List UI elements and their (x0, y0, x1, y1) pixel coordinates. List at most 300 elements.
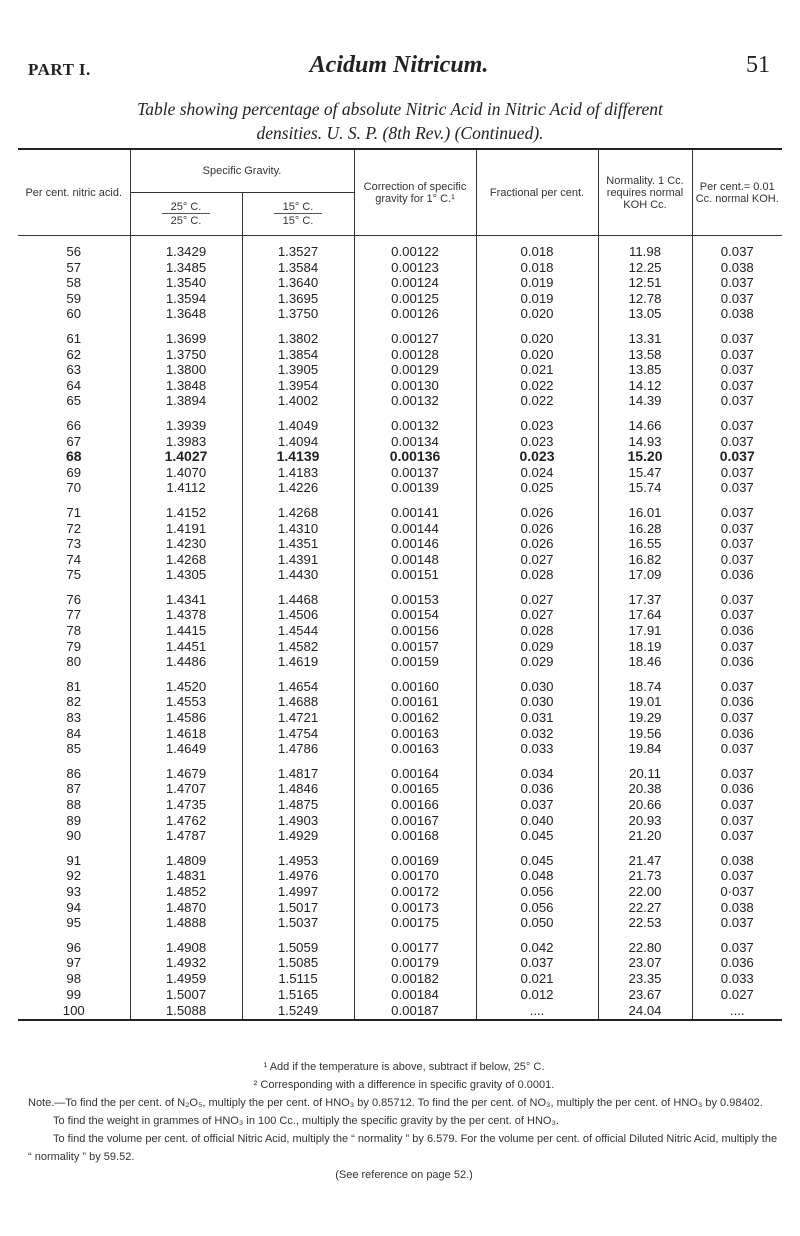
cell-correction: 0.00124 (354, 275, 476, 291)
cell-sg-25: 1.4735 (130, 797, 242, 813)
cell-sg-25: 1.3750 (130, 347, 242, 363)
gap-cell (598, 409, 692, 418)
cell-fractional: 0.040 (476, 813, 598, 829)
cell-sg-25: 1.4027 (130, 449, 242, 465)
cell-sg-25: 1.4486 (130, 654, 242, 670)
cell-normality: 19.84 (598, 741, 692, 757)
cell-normality: 23.07 (598, 955, 692, 971)
gap-cell (476, 757, 598, 766)
table-row (18, 971, 782, 987)
group-gap (18, 670, 782, 679)
cell-correction: 0.00127 (354, 331, 476, 347)
cell-sg-15: 1.4430 (242, 567, 354, 583)
table-row (18, 766, 782, 782)
cell-percent: 60 (66, 306, 82, 322)
cell-correction: 0.00163 (354, 726, 476, 742)
cell-percent: 64 (66, 377, 82, 393)
cell-sg-15: 1.3854 (242, 347, 354, 363)
table-row (18, 987, 782, 1003)
cell-normality: 22.53 (598, 915, 692, 931)
group-gap (18, 409, 782, 418)
cell-sg-15: 1.4903 (242, 813, 354, 829)
cell-sg-25: 1.4268 (130, 552, 242, 568)
cell-fractional: 0.026 (476, 505, 598, 521)
cell-percent: 89 (66, 812, 82, 828)
gap-cell (354, 409, 476, 418)
cell-sg-25: 1.4378 (130, 607, 242, 623)
cell-sg-25: 1.4908 (130, 940, 242, 956)
cell-sg-25: 1.4831 (130, 868, 242, 884)
group-gap (18, 931, 782, 940)
cell-sg-25: 1.4762 (130, 813, 242, 829)
cell-normality: 16.01 (598, 505, 692, 521)
cell-normality: 20.66 (598, 797, 692, 813)
cell-fractional: 0.020 (476, 331, 598, 347)
table-row (18, 828, 782, 844)
cell-per-cent-koh: 0.036 (692, 955, 782, 971)
footnote-2: ² Corresponding with a difference in specific gravity of 0.0001. (253, 1079, 555, 1091)
gap-cell (598, 496, 692, 505)
cell-sg-25: 1.4959 (130, 971, 242, 987)
cell-sg-15: 1.5085 (242, 955, 354, 971)
cell-normality: 16.82 (598, 552, 692, 568)
table-row (18, 884, 782, 900)
cell-sg-15: 1.4139 (242, 449, 354, 465)
cell-per-cent-koh: 0.036 (692, 623, 782, 639)
cell-correction: 0.00179 (354, 955, 476, 971)
cell-sg-15: 1.4094 (242, 434, 354, 450)
cell-percent: 76 (66, 591, 82, 607)
table-row (18, 291, 782, 307)
spacer-cell (354, 236, 476, 245)
cell-sg-15: 1.5017 (242, 900, 354, 916)
cell-correction: 0.00148 (354, 552, 476, 568)
gap-cell (692, 322, 782, 331)
cell-normality: 14.93 (598, 434, 692, 450)
cell-fractional: 0.019 (476, 275, 598, 291)
cell-per-cent-koh: 0.037 (692, 521, 782, 537)
cell-percent: 86 (66, 765, 82, 781)
header-normality: Normality. 1 Cc. requires normal KOH Cc. (598, 149, 692, 236)
cell-per-cent-koh: 0.037 (692, 607, 782, 623)
footnotes (28, 1058, 780, 1184)
header-correction: Correction of specific gravity for 1° C.¹ (354, 149, 476, 236)
cell-per-cent-koh: 0.037 (692, 868, 782, 884)
cell-sg-15: 1.4351 (242, 536, 354, 552)
cell-sg-25: 1.4932 (130, 955, 242, 971)
gap-cell (18, 583, 130, 592)
table-body (18, 236, 782, 1021)
table-row (18, 393, 782, 409)
group-gap (18, 322, 782, 331)
cell-correction: 0.00167 (354, 813, 476, 829)
cell-sg-15: 1.4817 (242, 766, 354, 782)
cell-normality: 17.09 (598, 567, 692, 583)
sg25-denominator: 25° C. (170, 215, 202, 227)
cell-per-cent-koh: 0.038 (692, 260, 782, 276)
cell-per-cent-koh: 0.037 (692, 331, 782, 347)
cell-per-cent-koh: 0.037 (692, 418, 782, 434)
cell-correction: 0.00165 (354, 781, 476, 797)
table-row (18, 331, 782, 347)
spacer-cell (476, 236, 598, 245)
cell-percent: 70 (66, 480, 82, 496)
cell-normality: 21.47 (598, 853, 692, 869)
cell-per-cent-koh: 0.038 (692, 853, 782, 869)
cell-correction: 0.00130 (354, 378, 476, 394)
cell-correction: 0.00129 (354, 362, 476, 378)
cell-normality: 13.85 (598, 362, 692, 378)
header-specific-gravity: Specific Gravity. (130, 149, 354, 193)
cell-sg-15: 1.4506 (242, 607, 354, 623)
cell-correction: 0.00123 (354, 260, 476, 276)
cell-correction: 0.00173 (354, 900, 476, 916)
cell-sg-25: 1.3429 (130, 244, 242, 260)
cell-per-cent-koh: 0.037 (692, 797, 782, 813)
table-row (18, 915, 782, 931)
cell-sg-25: 1.3699 (130, 331, 242, 347)
cell-correction: 0.00172 (354, 884, 476, 900)
cell-percent: 73 (66, 536, 82, 552)
header-fractional: Fractional per cent. (476, 149, 598, 236)
part-label: PART I. (28, 60, 91, 79)
cell-per-cent-koh: 0.037 (692, 710, 782, 726)
sg15-numerator: 15° C. (274, 201, 322, 214)
cell-sg-25: 1.4191 (130, 521, 242, 537)
cell-sg-25: 1.3648 (130, 306, 242, 322)
cell-normality: 19.01 (598, 694, 692, 710)
table-row (18, 639, 782, 655)
cell-per-cent-koh: 0.037 (692, 505, 782, 521)
cell-sg-15: 1.3640 (242, 275, 354, 291)
cell-percent: 84 (66, 725, 82, 741)
table-row (18, 654, 782, 670)
cell-correction: 0.00125 (354, 291, 476, 307)
cell-normality: 20.11 (598, 766, 692, 782)
cell-percent: 90 (66, 828, 82, 844)
gap-cell (354, 496, 476, 505)
cell-sg-25: 1.4070 (130, 465, 242, 481)
cell-fractional: 0.037 (476, 797, 598, 813)
cell-sg-25: 1.3939 (130, 418, 242, 434)
cell-normality: 17.91 (598, 623, 692, 639)
group-gap (18, 844, 782, 853)
gap-cell (692, 757, 782, 766)
gap-cell (476, 931, 598, 940)
cell-percent: 95 (66, 915, 82, 931)
cell-per-cent-koh: 0.036 (692, 654, 782, 670)
note-1: Note.—To find the per cent. of N₂O₅, multiply the per cent. of HNO₃ by 0.85712. To find the per cent. of NO₃, multiply the per cent. of HNO₃ by 0.98402. (28, 1097, 763, 1109)
cell-per-cent-koh: 0.038 (692, 900, 782, 916)
table-row (18, 418, 782, 434)
cell-per-cent-koh: 0.037 (692, 378, 782, 394)
cell-percent: 69 (66, 464, 82, 480)
cell-percent: 85 (66, 741, 82, 757)
cell-fractional: 0.019 (476, 291, 598, 307)
gap-cell (242, 409, 354, 418)
cell-fractional: 0.024 (476, 465, 598, 481)
cell-correction: 0.00132 (354, 418, 476, 434)
cell-normality: 12.51 (598, 275, 692, 291)
cell-sg-25: 1.3894 (130, 393, 242, 409)
cell-sg-25: 1.4305 (130, 567, 242, 583)
cell-correction: 0.00156 (354, 623, 476, 639)
cell-sg-25: 1.4415 (130, 623, 242, 639)
cell-sg-15: 1.4929 (242, 828, 354, 844)
cell-sg-15: 1.4183 (242, 465, 354, 481)
cell-sg-15: 1.4875 (242, 797, 354, 813)
cell-fractional: 0.026 (476, 521, 598, 537)
caption-line-1: Table showing percentage of absolute Nitric Acid in Nitric Acid of different (137, 99, 663, 119)
spacer-cell (130, 236, 242, 245)
cell-per-cent-koh: 0.037 (692, 465, 782, 481)
cell-per-cent-koh: 0.036 (692, 781, 782, 797)
gap-cell (130, 322, 242, 331)
table-row (18, 505, 782, 521)
table-row (18, 362, 782, 378)
spacer-row (18, 236, 782, 245)
cell-per-cent-koh: 0·037 (692, 884, 782, 900)
cell-sg-15: 1.4268 (242, 505, 354, 521)
nitric-acid-table (18, 148, 782, 1021)
header-sg-15 (242, 193, 354, 236)
cell-sg-25: 1.4787 (130, 828, 242, 844)
cell-per-cent-koh: 0.037 (692, 362, 782, 378)
cell-per-cent-koh: 0.036 (692, 694, 782, 710)
cell-sg-25: 1.3540 (130, 275, 242, 291)
table-row (18, 853, 782, 869)
gap-cell (598, 844, 692, 853)
cell-percent: 72 (66, 520, 82, 536)
gap-cell (476, 670, 598, 679)
gap-cell (130, 844, 242, 853)
cell-sg-15: 1.4619 (242, 654, 354, 670)
cell-sg-25: 1.4888 (130, 915, 242, 931)
cell-correction: 0.00184 (354, 987, 476, 1003)
table-row (18, 710, 782, 726)
cell-sg-15: 1.3527 (242, 244, 354, 260)
cell-normality: 17.37 (598, 592, 692, 608)
note-4: (See reference on page 52.) (335, 1169, 473, 1181)
cell-per-cent-koh: 0.037 (692, 291, 782, 307)
cell-correction: 0.00139 (354, 480, 476, 496)
gap-cell (18, 670, 130, 679)
cell-percent: 96 (66, 939, 82, 955)
cell-sg-25: 1.4152 (130, 505, 242, 521)
cell-sg-15: 1.3905 (242, 362, 354, 378)
cell-correction: 0.00162 (354, 710, 476, 726)
cell-sg-15: 1.4721 (242, 710, 354, 726)
gap-cell (476, 496, 598, 505)
cell-per-cent-koh: 0.037 (692, 434, 782, 450)
cell-sg-25: 1.4112 (130, 480, 242, 496)
cell-sg-25: 1.4618 (130, 726, 242, 742)
gap-cell (692, 931, 782, 940)
gap-cell (130, 583, 242, 592)
gap-cell (242, 670, 354, 679)
cell-sg-15: 1.4582 (242, 639, 354, 655)
table-row (18, 955, 782, 971)
cell-correction: 0.00166 (354, 797, 476, 813)
cell-sg-15: 1.5037 (242, 915, 354, 931)
cell-per-cent-koh: 0.037 (692, 536, 782, 552)
cell-fractional: 0.025 (476, 480, 598, 496)
cell-normality: 21.20 (598, 828, 692, 844)
cell-correction: 0.00134 (354, 434, 476, 450)
spacer-cell (598, 236, 692, 245)
cell-correction: 0.00161 (354, 694, 476, 710)
cell-per-cent-koh: 0.037 (692, 940, 782, 956)
cell-fractional: .... (476, 1002, 598, 1020)
table-row (18, 741, 782, 757)
cell-sg-15: 1.3802 (242, 331, 354, 347)
cell-fractional: 0.027 (476, 552, 598, 568)
gap-cell (476, 322, 598, 331)
cell-correction: 0.00122 (354, 244, 476, 260)
note-3: To find the volume per cent. of official Nitric Acid, multiply the “ normality ” by 6.579. For the volume per cent. of official Diluted Nitric Acid, multiply the “ normality ” by 59.52. (28, 1133, 778, 1163)
cell-normality: 15.47 (598, 465, 692, 481)
cell-fractional: 0.027 (476, 592, 598, 608)
cell-sg-25: 1.4649 (130, 741, 242, 757)
cell-fractional: 0.056 (476, 900, 598, 916)
cell-sg-15: 1.4688 (242, 694, 354, 710)
cell-normality: 20.93 (598, 813, 692, 829)
cell-sg-25: 1.5088 (130, 1002, 242, 1020)
cell-percent: 82 (66, 694, 82, 710)
cell-percent: 68 (65, 448, 82, 465)
caption-line-2: densities. U. S. P. (8th Rev.) (Continued). (256, 123, 544, 143)
cell-normality: 18.19 (598, 639, 692, 655)
cell-normality: 13.58 (598, 347, 692, 363)
cell-normality: 19.56 (598, 726, 692, 742)
gap-cell (354, 670, 476, 679)
cell-sg-15: 1.3584 (242, 260, 354, 276)
table-row (18, 797, 782, 813)
cell-percent: 91 (66, 852, 82, 868)
cell-correction: 0.00153 (354, 592, 476, 608)
gap-cell (130, 670, 242, 679)
cell-per-cent-koh: .... (692, 1002, 782, 1020)
cell-normality: 17.64 (598, 607, 692, 623)
cell-fractional: 0.012 (476, 987, 598, 1003)
gap-cell (18, 409, 130, 418)
cell-per-cent-koh: 0.033 (692, 971, 782, 987)
table-caption (40, 97, 760, 145)
cell-sg-25: 1.4451 (130, 639, 242, 655)
cell-per-cent-koh: 0.037 (692, 766, 782, 782)
table-row (18, 552, 782, 568)
gap-cell (18, 844, 130, 853)
cell-sg-15: 1.4786 (242, 741, 354, 757)
cell-sg-25: 1.4520 (130, 679, 242, 695)
cell-percent: 63 (66, 362, 82, 378)
cell-per-cent-koh: 0.037 (692, 552, 782, 568)
running-title: Acidum Nitricum. (309, 52, 489, 78)
table-row (18, 260, 782, 276)
cell-normality: 14.66 (598, 418, 692, 434)
cell-percent: 58 (66, 275, 82, 291)
cell-fractional: 0.029 (476, 639, 598, 655)
gap-cell (242, 496, 354, 505)
cell-percent: 75 (66, 567, 82, 583)
cell-correction: 0.00128 (354, 347, 476, 363)
table-row (18, 726, 782, 742)
table-row (18, 1002, 782, 1020)
gap-cell (598, 931, 692, 940)
cell-correction: 0.00182 (354, 971, 476, 987)
cell-normality: 22.27 (598, 900, 692, 916)
cell-sg-15: 1.4468 (242, 592, 354, 608)
cell-per-cent-koh: 0.037 (692, 679, 782, 695)
gap-cell (692, 844, 782, 853)
gap-cell (18, 496, 130, 505)
table-row (18, 679, 782, 695)
cell-sg-25: 1.4870 (130, 900, 242, 916)
cell-correction: 0.00168 (354, 828, 476, 844)
gap-cell (476, 409, 598, 418)
table-row (18, 480, 782, 496)
header-per-cent-koh: Per cent.= 0.01 Cc. normal KOH. (692, 149, 782, 236)
cell-percent: 81 (66, 678, 82, 694)
cell-normality: 18.74 (598, 679, 692, 695)
table-row (18, 378, 782, 394)
cell-per-cent-koh: 0.037 (692, 741, 782, 757)
cell-sg-25: 1.4341 (130, 592, 242, 608)
cell-correction: 0.00164 (354, 766, 476, 782)
gap-cell (476, 844, 598, 853)
table-row (18, 521, 782, 537)
gap-cell (598, 670, 692, 679)
cell-per-cent-koh: 0.037 (692, 828, 782, 844)
cell-fractional: 0.018 (476, 260, 598, 276)
table-row (18, 347, 782, 363)
cell-normality: 13.31 (598, 331, 692, 347)
cell-per-cent-koh: 0.037 (692, 347, 782, 363)
cell-correction: 0.00169 (354, 853, 476, 869)
cell-normality: 11.98 (598, 244, 692, 260)
cell-sg-15: 1.4654 (242, 679, 354, 695)
table-row (18, 813, 782, 829)
cell-percent: 79 (66, 638, 82, 654)
cell-normality: 12.78 (598, 291, 692, 307)
cell-sg-15: 1.4846 (242, 781, 354, 797)
cell-sg-25: 1.5007 (130, 987, 242, 1003)
cell-per-cent-koh: 0.037 (692, 813, 782, 829)
cell-percent: 78 (66, 623, 82, 639)
cell-per-cent-koh: 0.038 (692, 306, 782, 322)
cell-correction: 0.00159 (354, 654, 476, 670)
cell-percent: 93 (66, 883, 82, 899)
cell-per-cent-koh: 0.036 (692, 567, 782, 583)
cell-fractional: 0.022 (476, 393, 598, 409)
table-row (18, 449, 782, 465)
cell-sg-15: 1.5115 (242, 971, 354, 987)
cell-fractional: 0.030 (476, 694, 598, 710)
cell-normality: 20.38 (598, 781, 692, 797)
cell-fractional: 0.018 (476, 244, 598, 260)
cell-fractional: 0.033 (476, 741, 598, 757)
table-row (18, 567, 782, 583)
cell-fractional: 0.021 (476, 971, 598, 987)
gap-cell (476, 583, 598, 592)
cell-sg-15: 1.4002 (242, 393, 354, 409)
cell-fractional: 0.034 (476, 766, 598, 782)
cell-percent: 94 (66, 899, 82, 915)
cell-fractional: 0.026 (476, 536, 598, 552)
table-row (18, 940, 782, 956)
cell-correction: 0.00154 (354, 607, 476, 623)
cell-per-cent-koh: 0.037 (692, 449, 782, 465)
